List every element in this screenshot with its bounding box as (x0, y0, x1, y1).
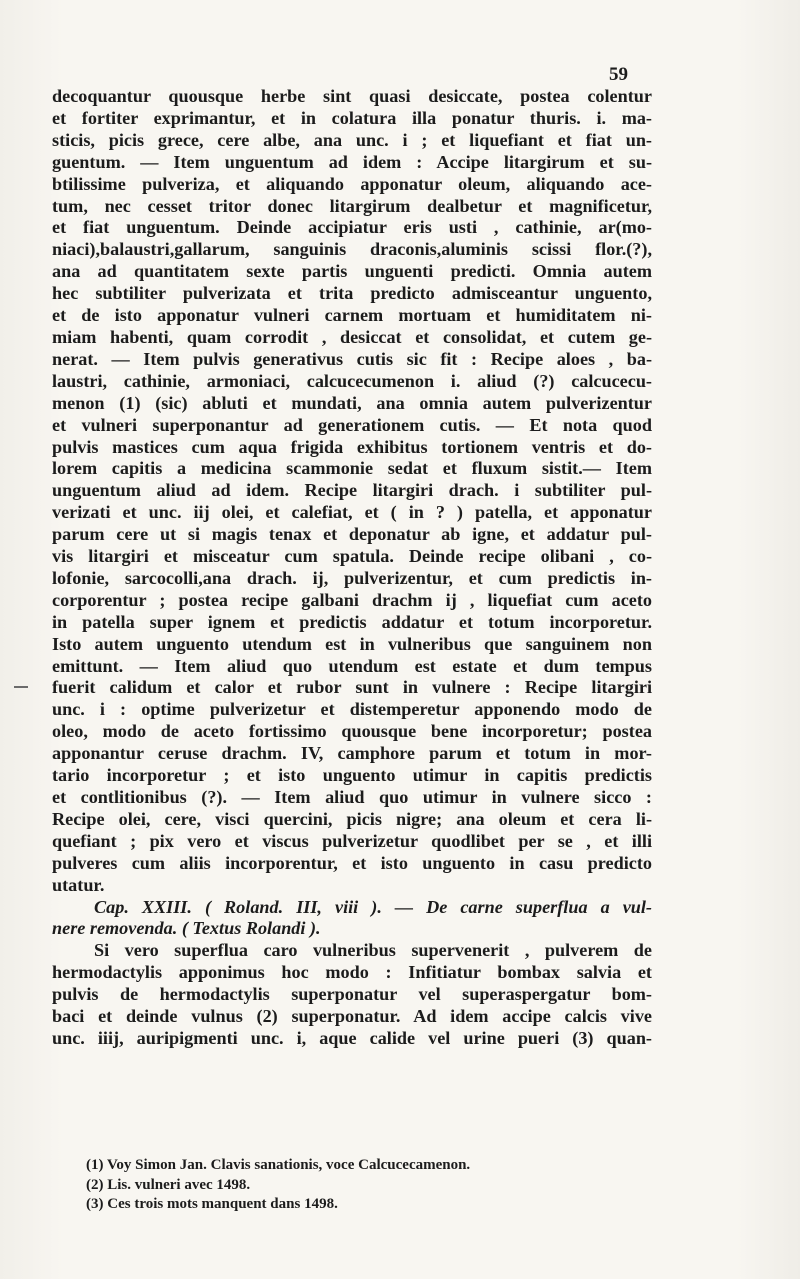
text-line: hermodactylis apponimus hoc modo : Infitiatur bombax salvia et (52, 962, 652, 983)
text-line: lorem capitis a medicina scammonie sedat et fluxum sistit.— Item (52, 458, 652, 479)
text-line: et contlitionibus (?). — Item aliud quo utimur in vulnere sicco : (52, 787, 652, 807)
text-line: pulveres cum aliis incorporentur, et isto unguento in casu predicto (52, 852, 652, 873)
text-line: sticis, picis grece, cere albe, ana unc. i ; et liquefiant et fiat un- (52, 129, 652, 150)
text-line: et fortiter exprimantur, et in colatura illa ponatur thuris. i. ma- (52, 107, 652, 128)
text-line: tario incorporetur ; et isto unguento utimur in capitis predictis (52, 765, 652, 786)
footnote: (2) Lis. vulneri avec 1498. (86, 1176, 251, 1193)
text-line: nerat. — Item pulvis generativus cutis sic fit : Recipe aloes , ba- (52, 348, 652, 369)
text-line: et vulneri superponantur ad generationem cutis. — Et nota quod (52, 414, 652, 435)
text-line: ana ad quantitatem sexte partis unguenti predicti. Omnia autem (52, 261, 652, 282)
text-line: niaci),balaustri,gallarum, sanguinis draconis,aluminis scissi flor.(?), (52, 239, 652, 260)
text-line: apponantur ceruse drachm. IV, camphore parum et totum in mor- (52, 743, 652, 764)
chapter-heading: Cap. XXIII. ( Roland. III, viii ). — De carne superflua a vul- (94, 896, 652, 917)
text-line: oleo, modo de aceto fortissimo quousque bene incorporetur; postea (52, 721, 652, 742)
text-line: btilissime pulveriza, et aliquando apponatur oleum, aliquando ace- (52, 173, 652, 194)
text-line: unguentum aliud ad idem. Recipe litargiri drach. i subtiliter pul- (52, 480, 652, 501)
text-line: hec subtiliter pulverizata et trita predicto admisceantur unguento, (52, 283, 652, 304)
text-line: unc. i : optime pulverizetur et distemperetur apponendo modo de (52, 699, 652, 720)
text-line: decoquantur quousque herbe sint quasi desiccate, postea colentur (52, 86, 652, 106)
text-line: Recipe olei, cere, visci quercini, picis nigre; ana oleum et cera li- (52, 808, 652, 829)
text-line: emittunt. — Item aliud quo utendum est estate et dum tempus (52, 655, 652, 676)
text-line: pulvis de hermodactylis superponatur vel superaspergatur bom- (52, 984, 652, 1005)
body-text (52, 86, 652, 1050)
text-line: quefiant ; pix vero et viscus pulverizetur quodlibet per se , et illi (52, 830, 652, 851)
chapter-heading-continued: nere removenda. ( Textus Rolandi ). (52, 918, 321, 939)
footnotes (86, 1156, 666, 1215)
margin-mark (14, 686, 28, 688)
text-line: Isto autem unguento utendum est in vulneribus que sanguinem non (52, 633, 652, 654)
text-line: verizati et unc. iij olei, et calefiat, et ( in ? ) patella, et apponatur (52, 502, 652, 523)
text-line: baci et deinde vulnus (2) superponatur. Ad idem accipe calcis vive (52, 1006, 652, 1027)
text-line: laustri, cathinie, armoniaci, calcucecumenon i. aliud (?) calcucecu- (52, 370, 652, 391)
footnote: (1) Voy Simon Jan. Clavis sanationis, voce Calcucecamenon. (86, 1157, 471, 1173)
text-line: unc. iiij, auripigmenti unc. i, aque calide vel urine pueri (3) quan- (52, 1027, 652, 1048)
text-line: et de isto apponatur vulneri carnem mortuam et humiditatem ni- (52, 305, 652, 326)
text-line: corporentur ; postea recipe galbani drachm ij , liquefiat cum aceto (52, 589, 652, 610)
text-line: menon (1) (sic) abluti et mundati, ana omnia autem pulverizentur (52, 392, 652, 413)
text-line: parum cere ut si magis tenax et deponatur ab igne, et addatur pul- (52, 524, 652, 545)
text-line: tum, nec cesset tritor donec litargirum dealbetur et magnificetur, (52, 195, 652, 216)
text-line: Si vero superflua caro vulneribus supervenerit , pulverem de (94, 940, 652, 961)
text-line: fuerit calidum et calor et rubor sunt in vulnere : Recipe litargiri (52, 677, 652, 698)
text-line: vis litargiri et misceatur cum spatula. Deinde recipe olibani , co- (52, 546, 652, 567)
text-line: pulvis mastices cum aqua frigida exhibitus tortionem ventris et do- (52, 436, 652, 457)
text-line: guentum. — Item unguentum ad idem : Accipe litargirum et su- (52, 151, 652, 172)
page-number: 59 (609, 64, 628, 85)
text-line: miam habenti, quam corrodit , desiccat et consolidat, et cutem ge- (52, 326, 652, 347)
text-line: lofonie, sarcocolli,ana drach. ij, pulverizentur, et cum predictis in- (52, 567, 652, 588)
text-line: utatur. (52, 874, 105, 895)
text-line: in patella super ignem et predictis addatur et totum incorporetur. (52, 611, 652, 632)
text-line: et fiat unguentum. Deinde accipiatur eris usti , cathinie, ar(mo- (52, 217, 652, 238)
footnote: (3) Ces trois mots manquent dans 1498. (86, 1196, 338, 1212)
